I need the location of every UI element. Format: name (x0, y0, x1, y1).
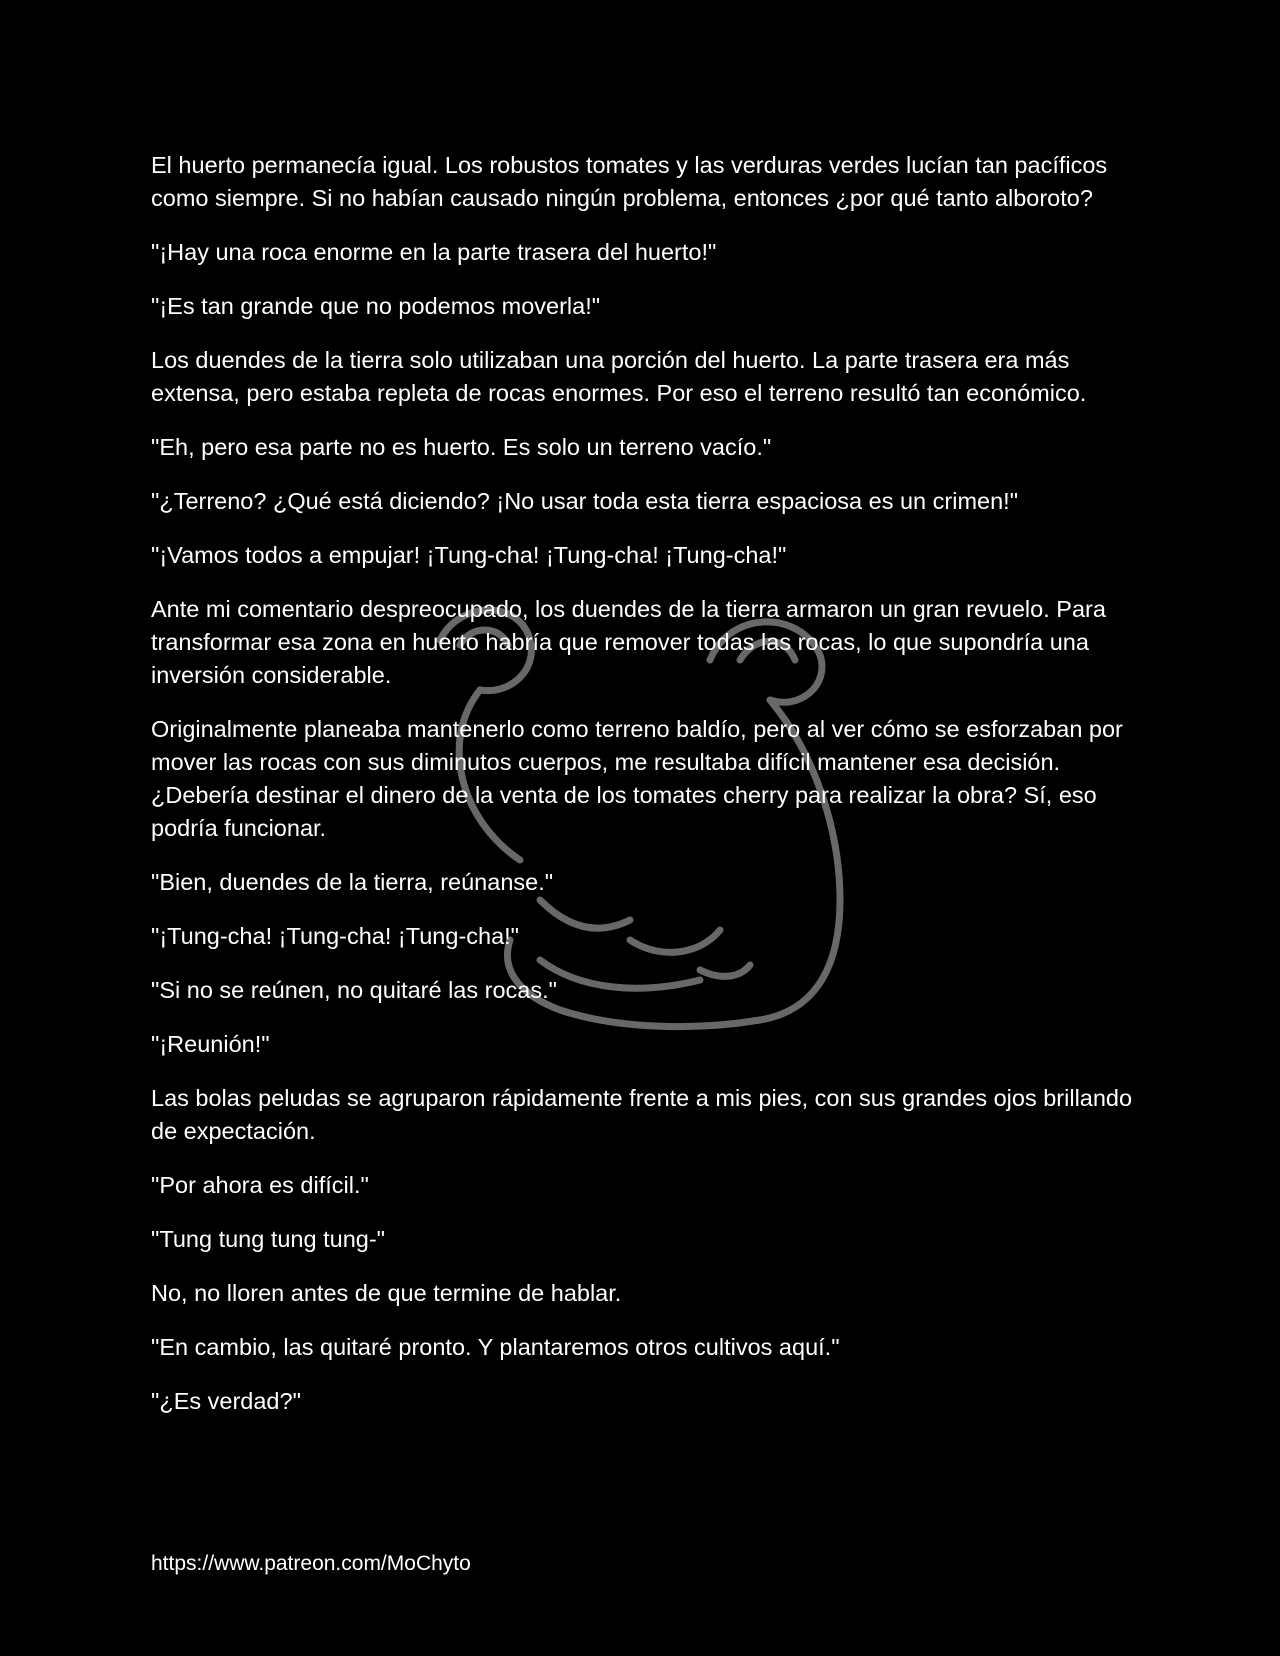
paragraph: "Bien, duendes de la tierra, reúnanse." (151, 869, 554, 895)
paragraph: Las bolas peludas se agruparon rápidamente frente a mis pies, con sus grandes ojos brillando de expectación. (151, 1085, 1133, 1144)
paragraph: "¡Vamos todos a empujar! ¡Tung-cha! ¡Tung-cha! ¡Tung-cha!" (151, 542, 787, 568)
paragraph: "Tung tung tung tung-" (151, 1226, 386, 1252)
paragraph: "¿Es verdad?" (151, 1388, 301, 1414)
paragraph: Originalmente planeaba mantenerlo como terreno baldío, pero al ver cómo se esforzaban por mover las rocas con sus diminutos cuerpos, me resultaba difícil mantener esa decisión. ¿Debería destinar el dinero de la venta de los tomates cherry para realizar la obra? Sí, eso podría funcionar. (151, 716, 1123, 841)
chapter-text (151, 149, 1141, 1439)
paragraph: "¡Hay una roca enorme en la parte trasera del huerto!" (151, 239, 717, 265)
paragraph: Ante mi comentario despreocupado, los duendes de la tierra armaron un gran revuelo. Para transformar esa zona en huerto habría que remover todas las rocas, lo que supondría una inversión considerable. (151, 596, 1106, 688)
paragraph: "En cambio, las quitaré pronto. Y plantaremos otros cultivos aquí." (151, 1334, 840, 1360)
paragraph: "¡Reunión!" (151, 1031, 270, 1057)
paragraph: "¿Terreno? ¿Qué está diciendo? ¡No usar toda esta tierra espaciosa es un crimen!" (151, 488, 1019, 514)
paragraph: No, no lloren antes de que termine de hablar. (151, 1280, 622, 1306)
paragraph: "Por ahora es difícil." (151, 1172, 369, 1198)
paragraph: Los duendes de la tierra solo utilizaban una porción del huerto. La parte trasera era más extensa, pero estaba repleta de rocas enormes. Por eso el terreno resultó tan económico. (151, 347, 1087, 406)
paragraph: "Si no se reúnen, no quitaré las rocas." (151, 977, 557, 1003)
paragraph: "¡Tung-cha! ¡Tung-cha! ¡Tung-cha!" (151, 923, 520, 949)
paragraph: "Eh, pero esa parte no es huerto. Es solo un terreno vacío." (151, 434, 772, 460)
patreon-link[interactable]: https://www.patreon.com/MoChyto (151, 1552, 471, 1575)
paragraph: "¡Es tan grande que no podemos moverla!" (151, 293, 601, 319)
paragraph: El huerto permanecía igual. Los robustos tomates y las verduras verdes lucían tan pacíficos como siempre. Si no habían causado ningún problema, entonces ¿por qué tanto alboroto? (151, 152, 1108, 211)
